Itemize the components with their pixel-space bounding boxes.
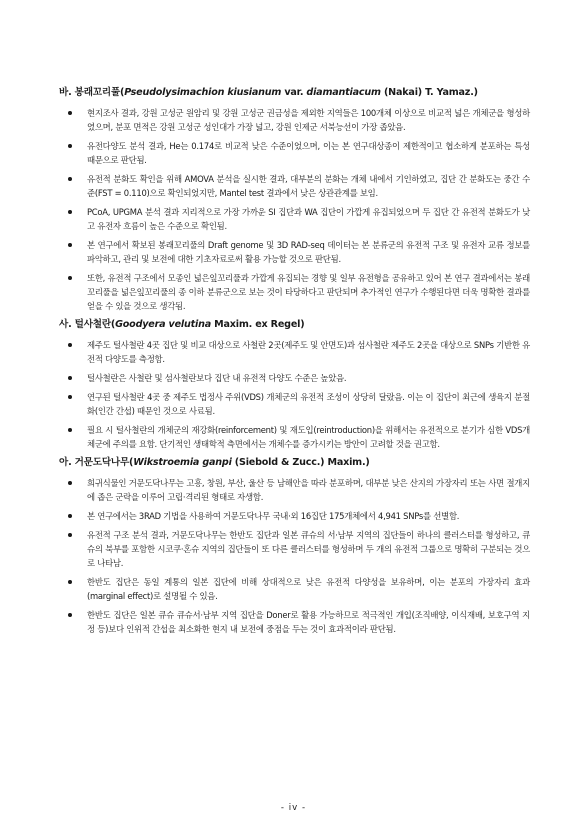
section-heading xyxy=(59,318,530,332)
bullet-dot-icon xyxy=(68,613,72,617)
bullet-dot-icon xyxy=(68,177,72,181)
bullet-dot-icon xyxy=(68,276,72,280)
heading-authority: (Nakai) T. Yamaz.) xyxy=(380,87,478,98)
bullet-list xyxy=(62,338,530,451)
bullet-dot-icon xyxy=(68,428,72,432)
bullet-item: 털사철란은 사철란 및 섬사철란보다 집단 내 유전적 다양도 수준은 높았음. xyxy=(62,371,530,385)
heading-authority: (Siebold & Zucc.) Maxim.) xyxy=(231,457,370,468)
bullet-item: 한반도 집단은 일본 큐슈 큐슈서·남부 지역 집단을 Doner로 활용 가능하므로 적극적인 개입(조직배양, 이식재배, 보호구역 지정 등)보다 인위적 간섭을 최소화한 현지 내 보전에 중점을 두는 것이 효과적이라 판단됨. xyxy=(62,608,530,636)
heading-scientific-name: Wikstroemia ganpi xyxy=(133,457,232,468)
bullet-dot-icon xyxy=(68,210,72,214)
bullet-item: 한반도 집단은 동일 계통의 일본 집단에 비해 상대적으로 낮은 유전적 다양성을 보유하며, 이는 분포의 가장자리 효과(marginal effect)로 설명될 수 있음. xyxy=(62,575,530,603)
bullet-dot-icon xyxy=(68,481,72,485)
heading-infraspecific-name: diamantiacum xyxy=(306,87,381,98)
heading-prefix: 사. 털사철란( xyxy=(59,319,116,330)
heading-prefix: 바. 봉래꼬리풀( xyxy=(59,87,125,98)
bullet-dot-icon xyxy=(68,376,72,380)
heading-authority: Maxim. ex Regel) xyxy=(211,319,305,330)
bullet-list xyxy=(62,476,530,636)
bullet-dot-icon xyxy=(68,514,72,518)
bullet-dot-icon xyxy=(68,580,72,584)
bullet-dot-icon xyxy=(68,395,72,399)
bullet-dot-icon xyxy=(68,144,72,148)
bullet-dot-icon xyxy=(68,111,72,115)
bullet-dot-icon xyxy=(68,243,72,247)
bullet-item: 유전적 분화도 확인을 위해 AMOVA 분석을 실시한 결과, 대부분의 분화는 개체 내에서 기인하였고, 집단 간 분화도는 중간 수준(FST = 0.110)으로 확인되었지만, Mantel test 결과에서 낮은 상관관계를 보임. xyxy=(62,172,530,200)
bullet-item: 본 연구에서는 3RAD 기법을 사용하여 거문도닥나무 국내·외 16집단 175개체에서 4,941 SNPs를 선별함. xyxy=(62,509,530,523)
bullet-item: 유전다양도 분석 결과, He는 0.174로 비교적 낮은 수준이었으며, 이는 본 연구대상종이 제한적이고 협소하게 분포하는 특성 때문으로 판단됨. xyxy=(62,139,530,167)
bullet-dot-icon xyxy=(68,343,72,347)
page-content xyxy=(59,86,530,641)
bullet-item: 희귀식물인 거문도닥나무는 고흥, 창원, 부산, 울산 등 남해안을 따라 분포하며, 대부분 낮은 산지의 가장자리 또는 사면 절개지에 좁은 군락을 이루어 고립·격리된 형태로 자생함. xyxy=(62,476,530,504)
bullet-item: 연구된 털사철란 4곳 중 제주도 법정사 주위(VDS) 개체군의 유전적 조성이 상당히 달랐음. 이는 이 집단이 최근에 생육지 분절화(인간 간섭) 때문인 것으로 사료됨. xyxy=(62,390,530,418)
bullet-item: 제주도 털사철란 4곳 집단 및 비교 대상으로 사철란 2곳(제주도 및 안면도)과 섬사철란 제주도 2곳을 대상으로 SNPs 기반한 유전적 다양도를 측정함. xyxy=(62,338,530,366)
section-a xyxy=(59,456,530,636)
heading-rank: var. xyxy=(281,87,307,98)
heading-prefix: 아. 거문도닥나무( xyxy=(59,457,134,468)
section-heading xyxy=(59,86,530,100)
bullet-item: 필요 시 털사철란의 개체군의 재강화(reinforcement) 및 재도입(reintroduction)을 위해서는 유전적으로 분기가 심한 VDS개체군에 주의를 요함. 단기적인 생태학적 측면에서는 개체수를 증가시키는 방안이 고려할 것을 권고함. xyxy=(62,423,530,451)
section-sa xyxy=(59,318,530,451)
section-ba xyxy=(59,86,530,313)
heading-scientific-name: Goodyera velutina xyxy=(115,319,211,330)
bullet-list xyxy=(62,106,530,313)
bullet-dot-icon xyxy=(68,533,72,537)
section-heading xyxy=(59,456,530,470)
bullet-item: 본 연구에서 확보된 봉래꼬리풀의 Draft genome 및 3D RAD-seq 데이터는 본 분류군의 유전적 구조 및 유전자 교류 정보를 파악하고, 관리 및 보전에 대한 기초자료로써 활용 가능할 것으로 판단됨. xyxy=(62,238,530,266)
bullet-item: PCoA, UPGMA 분석 결과 지리적으로 가장 가까운 SI 집단과 WA 집단이 가깝게 유집되었으며 두 집단 간 유전적 분화도가 낮고 유전자 흐름이 높은 수준으로 확인됨. xyxy=(62,205,530,233)
page-number: - iv - xyxy=(280,803,307,813)
bullet-item: 또한, 유전적 구조에서 모종인 넓은잎꼬리풀과 가깝게 유집되는 경향 및 일부 유전형을 공유하고 있어 본 연구 결과에서는 봉래꼬리풀을 넓은잎꼬리풀의 종 이하 분류군으로 보는 것이 타당하다고 판단되며 추가적인 연구가 수행된다면 더욱 명확한 결과를 얻을 수 있을 것으로 생각됨. xyxy=(62,271,530,313)
bullet-item: 유전적 구조 분석 결과, 거문도닥나무는 한반도 집단과 일본 큐슈의 서·남부 지역의 집단들이 하나의 클러스터를 형성하고, 큐슈의 북부를 포함한 시코쿠·혼슈 지역의 집단들이 또 다른 클러스터를 형성하며 두 개의 유전적 그룹으로 명확히 구분되는 것으로 나타남. xyxy=(62,528,530,570)
bullet-item: 현지조사 결과, 강원 고성군 원암리 및 강원 고성군 권금성을 제외한 지역들은 100개체 이상으로 비교적 넓은 개체군을 형성하였으며, 분포 면적은 강원 고성군 성인대가 가장 넓고, 강원 인제군 서북능선이 가장 좁았음. xyxy=(62,106,530,134)
heading-scientific-name: Pseudolysimachion kiusianum xyxy=(124,87,282,98)
